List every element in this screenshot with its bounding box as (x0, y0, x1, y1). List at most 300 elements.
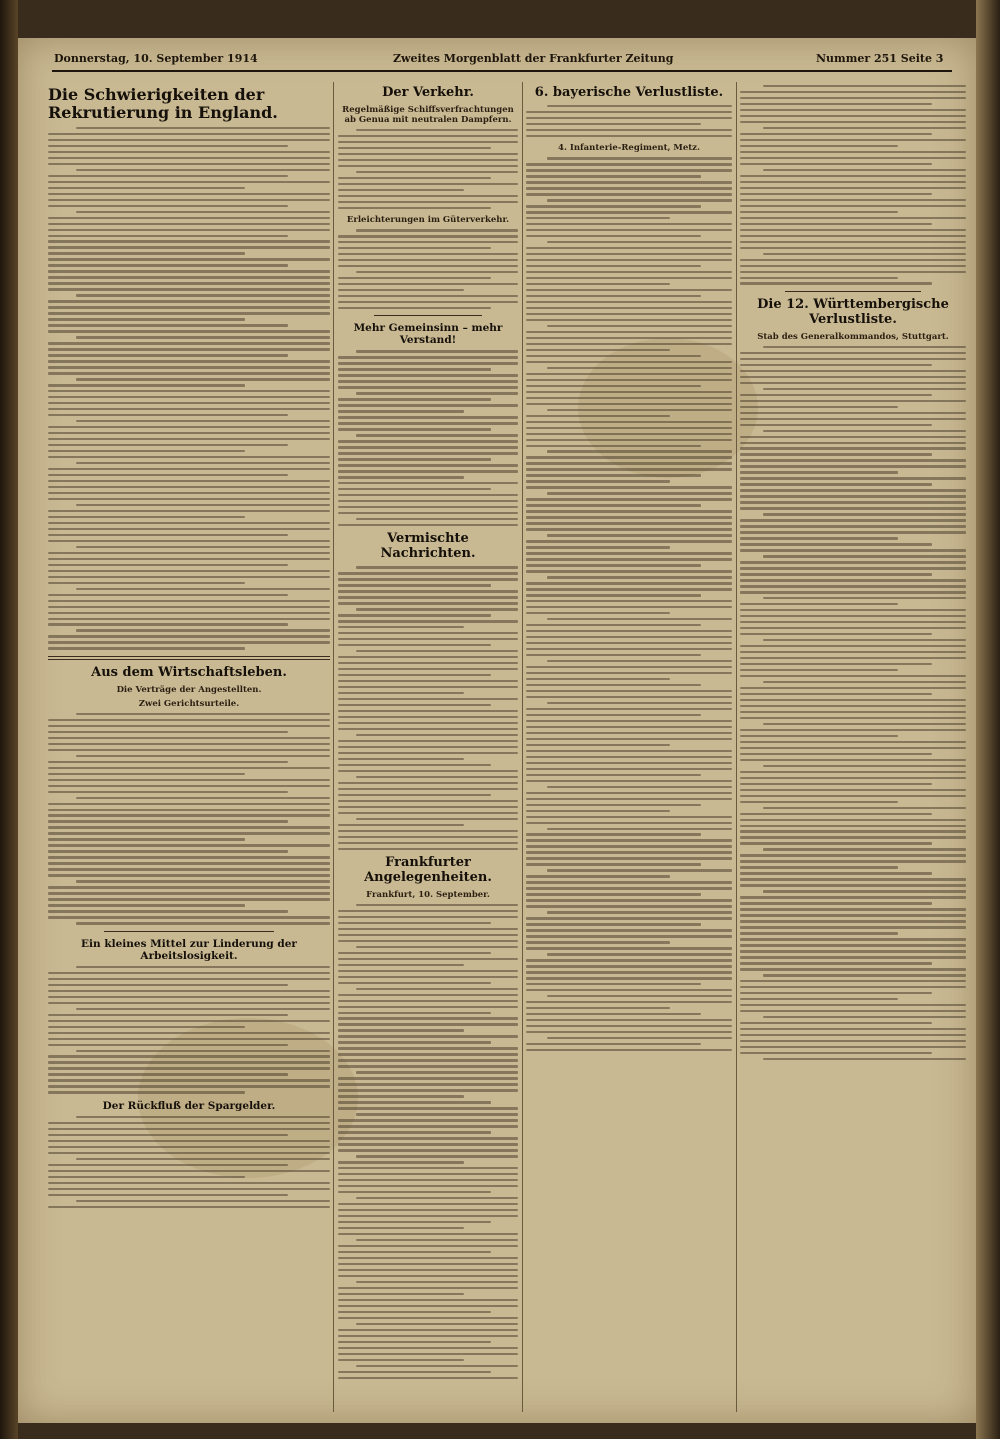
text-line (526, 379, 732, 381)
text-line (76, 966, 330, 968)
text-line (740, 525, 966, 527)
text-line (526, 684, 701, 686)
text-line (338, 806, 518, 808)
text-line (356, 776, 518, 778)
text-line (526, 989, 732, 991)
text-line (76, 420, 330, 422)
text-line (48, 408, 330, 410)
text-line (547, 534, 732, 536)
text-line (740, 675, 966, 677)
header-rule (52, 70, 952, 72)
text-line (356, 1071, 518, 1073)
text-line (526, 1043, 701, 1045)
text-line (526, 588, 732, 590)
text-line (338, 934, 518, 936)
text-line (526, 983, 701, 985)
text-line (740, 986, 966, 988)
text-line (338, 764, 491, 766)
text-line (338, 374, 518, 376)
text-line (740, 352, 966, 354)
text-line (338, 1287, 518, 1289)
text-line (48, 456, 330, 458)
text-line (526, 528, 732, 530)
text-line (338, 704, 491, 706)
text-line (740, 247, 966, 249)
text-line (48, 1061, 330, 1063)
text-line (48, 564, 288, 566)
text-line (526, 385, 701, 387)
text-line (338, 1221, 491, 1223)
text-line (526, 247, 732, 249)
text-line (338, 494, 518, 496)
text-line (76, 713, 330, 715)
text-line (526, 439, 732, 441)
text-line (526, 756, 732, 758)
text-line (740, 777, 966, 779)
text-line (48, 972, 330, 974)
text-line (740, 133, 932, 135)
text-line (48, 844, 330, 846)
article-body (338, 350, 518, 526)
text-line (740, 495, 966, 497)
text-line (48, 910, 288, 912)
text-line (547, 786, 732, 788)
text-line (526, 690, 732, 692)
regiment-heading: 4. Infanterie-Regiment, Metz. (558, 143, 700, 154)
text-line (48, 229, 330, 231)
text-line (338, 1377, 518, 1379)
column-3 (526, 82, 732, 1412)
text-line (526, 462, 732, 464)
text-line (526, 123, 701, 125)
text-line (338, 1059, 518, 1061)
text-line (338, 728, 518, 730)
header-title: Zweites Morgenblatt der Frankfurter Zeitung (393, 52, 674, 65)
text-line (338, 177, 491, 179)
casualty-list (526, 157, 732, 1051)
text-line (526, 768, 732, 770)
text-line (338, 159, 518, 161)
text-line (338, 1299, 518, 1301)
text-line (48, 1085, 330, 1087)
text-line (338, 794, 491, 796)
text-line (526, 355, 701, 357)
text-line (338, 1347, 518, 1349)
text-line (338, 1173, 518, 1175)
text-line (48, 1002, 330, 1004)
text-line (338, 982, 491, 984)
text-line (338, 698, 518, 700)
text-line (740, 813, 932, 815)
text-line (48, 181, 330, 183)
text-line (48, 761, 288, 763)
text-line (338, 165, 518, 167)
text-line (740, 537, 898, 539)
section-headline: 6. bayerische Verlustliste. (534, 85, 724, 100)
text-line (338, 596, 518, 598)
text-line (526, 780, 732, 782)
text-line (48, 348, 330, 350)
newspaper-page (18, 38, 976, 1423)
text-line (338, 836, 518, 838)
text-line (48, 306, 330, 308)
text-line (526, 373, 732, 375)
text-line (763, 765, 966, 767)
text-line (526, 522, 732, 524)
text-line (763, 974, 966, 976)
text-line (526, 211, 732, 213)
text-line (48, 725, 330, 727)
text-line (740, 259, 966, 261)
text-line (338, 153, 518, 155)
text-line (526, 642, 732, 644)
text-line (338, 1215, 518, 1217)
text-line (526, 540, 732, 542)
text-line (338, 440, 518, 442)
text-line (338, 1185, 518, 1187)
text-line (740, 914, 966, 916)
text-line (356, 566, 518, 568)
text-line (740, 932, 898, 934)
text-line (338, 356, 518, 358)
text-line (740, 549, 966, 551)
text-line (740, 442, 966, 444)
page-edge-shadow (976, 0, 1000, 1439)
text-line (763, 430, 966, 432)
text-line (338, 1119, 518, 1121)
text-line (48, 978, 330, 980)
text-line (740, 585, 966, 587)
text-line (526, 845, 732, 847)
text-line (526, 630, 732, 632)
text-line (48, 874, 330, 876)
text-line (740, 968, 966, 970)
text-line (338, 1341, 491, 1343)
text-line (740, 836, 966, 838)
text-line (338, 1137, 518, 1139)
text-line (338, 235, 518, 237)
text-line (526, 947, 732, 949)
text-line (740, 400, 966, 402)
article-headline: Ein kleines Mittel zur Linderung der Arbeitslosigkeit. (81, 937, 297, 962)
text-line (526, 552, 732, 554)
text-line (740, 956, 966, 958)
text-line (547, 367, 732, 369)
text-line (740, 1052, 932, 1054)
text-line (740, 489, 966, 491)
text-line (740, 908, 966, 910)
text-line (338, 1149, 518, 1151)
text-line (338, 135, 518, 137)
legend-block (526, 105, 732, 137)
text-line (338, 1329, 518, 1331)
text-line (526, 229, 732, 231)
text-line (526, 265, 701, 267)
text-line (48, 486, 330, 488)
text-line (526, 672, 732, 674)
article-separator (374, 315, 482, 316)
text-line (338, 488, 491, 490)
text-line (740, 1022, 932, 1024)
text-line (526, 427, 732, 429)
text-line (526, 678, 670, 680)
article-headline: Die Verträge der Angestellten. (116, 684, 262, 695)
text-line (338, 1131, 491, 1133)
text-line (740, 115, 966, 117)
text-line (76, 880, 330, 882)
text-line (526, 277, 732, 279)
text-line (356, 734, 518, 736)
text-line (48, 576, 330, 578)
text-line (48, 1182, 330, 1184)
text-line (740, 163, 932, 165)
text-line (740, 621, 966, 623)
text-line (338, 464, 518, 466)
text-line (48, 145, 288, 147)
article-subheadline: Stab des Generalkommandos, Stuttgart. (757, 331, 949, 342)
text-line (526, 175, 701, 177)
text-line (338, 1012, 491, 1014)
text-line (48, 252, 245, 254)
text-line (338, 1143, 518, 1145)
text-line (740, 519, 966, 521)
text-line (48, 522, 330, 524)
text-line (48, 832, 330, 834)
text-line (338, 1089, 518, 1091)
text-line (76, 546, 330, 548)
text-line (740, 633, 932, 635)
text-line (338, 470, 518, 472)
text-line (526, 881, 732, 883)
text-line (338, 1023, 518, 1025)
text-line (356, 229, 518, 231)
text-line (338, 428, 491, 430)
text-line (338, 404, 518, 406)
text-line (48, 1073, 288, 1075)
text-line (48, 785, 330, 787)
text-line (740, 561, 966, 563)
text-line (338, 506, 518, 508)
text-line (48, 480, 330, 482)
article-body (338, 229, 518, 309)
text-line (740, 735, 898, 737)
text-line (48, 749, 330, 751)
text-line (338, 782, 518, 784)
text-line (338, 674, 491, 676)
text-line (48, 826, 330, 828)
text-line (526, 468, 732, 470)
text-line (526, 486, 732, 488)
text-line (338, 247, 491, 249)
article-body (48, 1116, 330, 1208)
text-line (338, 590, 518, 592)
text-line (526, 905, 732, 907)
text-line (48, 984, 288, 986)
text-line (338, 368, 491, 370)
article-body (338, 904, 518, 1379)
text-line (547, 660, 732, 662)
text-line (526, 1001, 732, 1003)
text-line (740, 424, 932, 426)
text-line (526, 774, 701, 776)
text-line (356, 988, 518, 990)
column-4 (740, 82, 966, 1412)
text-line (763, 85, 966, 87)
text-line (338, 1029, 464, 1031)
text-line (526, 361, 732, 363)
text-line (526, 606, 732, 608)
text-line (740, 902, 932, 904)
text-line (740, 711, 966, 713)
text-line (740, 531, 966, 533)
text-line (526, 415, 670, 417)
text-line (526, 810, 670, 812)
text-line (48, 282, 330, 284)
text-line (48, 904, 245, 906)
column-2 (338, 82, 518, 1412)
text-line (338, 195, 518, 197)
text-line (740, 121, 966, 123)
text-line (48, 635, 330, 637)
text-line (338, 770, 518, 772)
text-line (526, 822, 732, 824)
text-line (740, 878, 966, 880)
text-line (526, 217, 670, 219)
text-line (76, 504, 330, 506)
text-line (740, 825, 966, 827)
text-line (526, 433, 732, 435)
text-line (48, 1140, 330, 1142)
text-line (48, 264, 288, 266)
text-line (526, 1031, 732, 1033)
text-line (740, 615, 966, 617)
text-line (338, 964, 464, 966)
text-line (763, 555, 966, 557)
text-line (48, 820, 288, 822)
text-line (740, 277, 898, 279)
section-headline: Vermischte Nachrichten. (380, 531, 476, 562)
text-line (740, 651, 966, 653)
text-line (763, 253, 966, 255)
text-line (48, 246, 330, 248)
text-line (48, 779, 330, 781)
text-line (338, 277, 491, 279)
text-line (338, 1053, 518, 1055)
section-headline: Die 12. Württembergische Verlustliste. (757, 296, 949, 327)
text-line (740, 139, 966, 141)
text-line (338, 189, 464, 191)
text-line (48, 139, 330, 141)
text-line (526, 1019, 732, 1021)
text-line (48, 1032, 330, 1034)
text-line (740, 1004, 966, 1006)
text-line (526, 349, 670, 351)
text-line (48, 498, 330, 500)
text-line (526, 887, 732, 889)
text-line (48, 558, 330, 560)
text-line (547, 325, 732, 327)
text-line (48, 157, 330, 159)
text-line (48, 175, 288, 177)
text-line (338, 1047, 518, 1049)
text-line (48, 540, 330, 542)
text-line (76, 797, 330, 799)
text-line (48, 270, 330, 272)
text-line (740, 483, 932, 485)
text-line (48, 438, 330, 440)
text-line (740, 151, 966, 153)
text-line (48, 1176, 245, 1178)
text-line (740, 567, 966, 569)
text-line (48, 133, 330, 135)
text-line (740, 609, 966, 611)
text-line (526, 726, 732, 728)
text-line (356, 1365, 518, 1367)
text-line (740, 459, 966, 461)
text-line (740, 627, 966, 629)
text-line (338, 746, 518, 748)
text-line (526, 798, 732, 800)
text-line (48, 258, 330, 260)
text-line (48, 396, 330, 398)
text-line (740, 187, 966, 189)
text-line (338, 1293, 464, 1295)
text-line (740, 944, 966, 946)
text-line (547, 576, 732, 578)
text-line (740, 998, 898, 1000)
text-line (76, 1116, 330, 1118)
text-line (526, 181, 732, 183)
text-line (338, 207, 491, 209)
section-headline: Aus dem Wirtschaftsleben. (91, 664, 287, 680)
text-line (48, 492, 330, 494)
text-line (740, 1034, 966, 1036)
text-line (76, 1050, 330, 1052)
text-line (338, 458, 491, 460)
text-line (48, 384, 245, 386)
text-line (338, 362, 518, 364)
text-line (48, 468, 330, 470)
text-line (740, 157, 966, 159)
text-line (48, 1170, 330, 1172)
text-line (763, 1016, 966, 1018)
text-line (526, 923, 701, 925)
text-line (48, 1152, 330, 1154)
text-line (526, 1007, 670, 1009)
text-line (338, 788, 518, 790)
text-line (740, 759, 966, 761)
text-line (740, 235, 966, 237)
text-line (48, 187, 245, 189)
text-line (48, 354, 288, 356)
text-line (740, 271, 966, 273)
text-line (338, 524, 518, 526)
text-line (526, 313, 732, 315)
text-line (740, 109, 966, 111)
text-line (338, 183, 518, 185)
text-line (526, 594, 701, 596)
text-line (338, 1317, 518, 1319)
section-headline: Frankfurter Angelegenheiten. (364, 854, 492, 885)
text-line (338, 141, 518, 143)
text-line (356, 392, 518, 394)
article-body (48, 966, 330, 1094)
text-line (48, 647, 245, 649)
text-line (48, 474, 288, 476)
text-line (48, 1128, 330, 1130)
text-line (526, 193, 732, 195)
text-line (338, 1161, 464, 1163)
